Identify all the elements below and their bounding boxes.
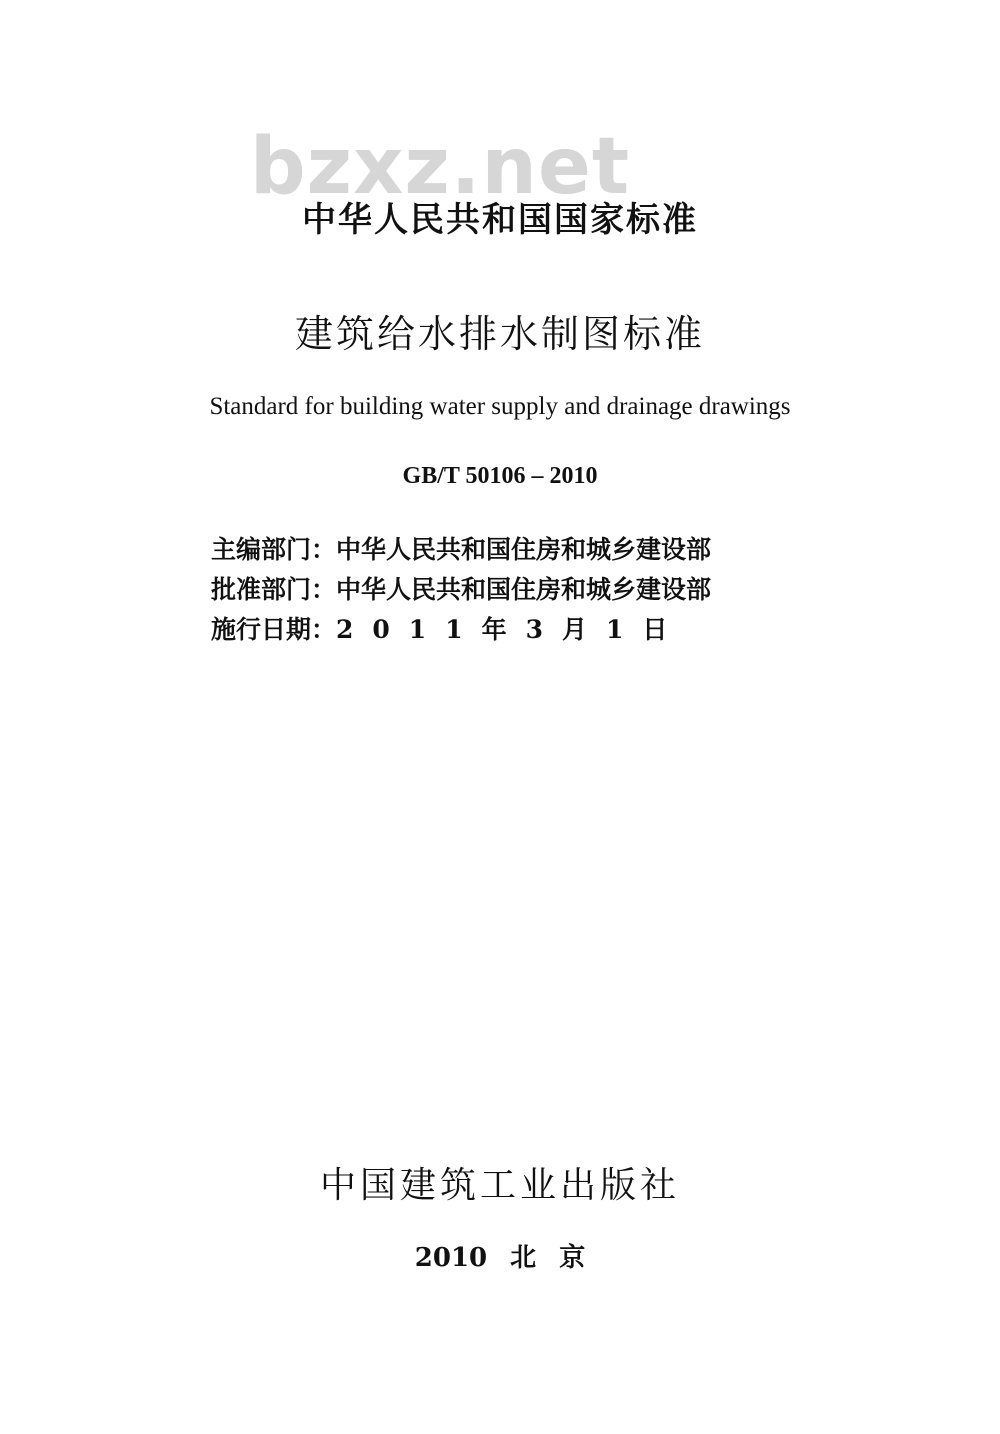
- standard-code: GB/T 50106 – 2010: [402, 463, 598, 489]
- editor-row: [211, 530, 711, 570]
- effective-date-value: 2011年3月1日: [336, 615, 687, 644]
- approver-value: 中华人民共和国住房和城乡建设部: [336, 575, 712, 604]
- document-title-chinese: 建筑给水排水制图标准: [294, 312, 705, 356]
- metadata-block: [211, 530, 711, 650]
- watermark-text: bzxz.net: [249, 122, 631, 212]
- publication-year-place: 2010 北 京: [414, 1243, 586, 1273]
- approver-label: 批准部门：: [211, 575, 337, 604]
- document-title-english: Standard for building water supply and drainage drawings: [209, 393, 791, 420]
- approver-row: [211, 570, 711, 610]
- effective-date-label: 施行日期：: [211, 615, 337, 644]
- effective-date-row: [211, 610, 711, 650]
- editor-value: 中华人民共和国住房和城乡建设部: [336, 535, 712, 564]
- publisher-name: 中国建筑工业出版社: [319, 1165, 680, 1206]
- standard-series-heading: 中华人民共和国国家标准: [302, 200, 698, 240]
- editor-label: 主编部门：: [211, 535, 337, 564]
